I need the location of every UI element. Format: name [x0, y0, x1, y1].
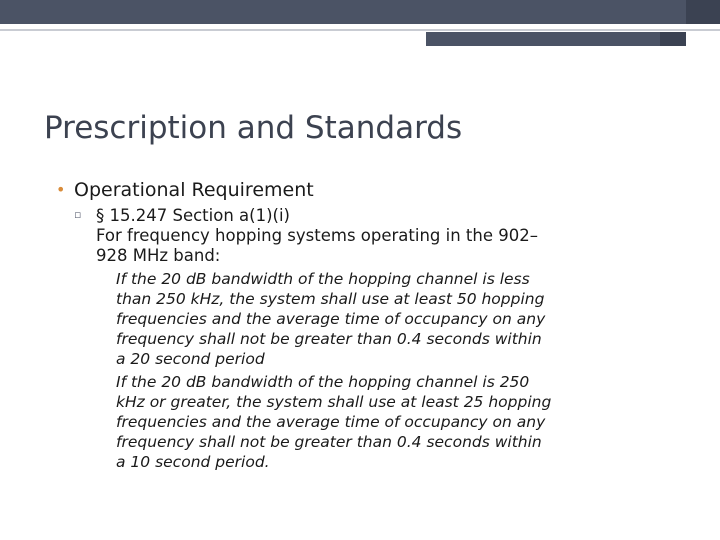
header-accent-tab-shade — [660, 32, 686, 46]
sub-sub-bullet-line: a 20 second period — [116, 350, 265, 368]
header-bar-corner-block — [686, 0, 720, 24]
sub-bullet-line: For frequency hopping systems operating in the 902– — [96, 226, 538, 245]
sub-sub-bullet-line: If the 20 dB bandwidth of the hopping channel is less — [116, 270, 530, 288]
header-accent-line — [0, 29, 720, 31]
sub-sub-bullet-line: than 250 kHz, the system shall use at least 50 hopping — [116, 290, 545, 308]
sub-sub-bullet-line: frequencies and the average time of occupancy on any — [116, 310, 546, 328]
sub-sub-bullet-line: a 10 second period. — [116, 453, 270, 471]
sub-sub-bullet-line: kHz or greater, the system shall use at least 25 hopping — [116, 393, 552, 411]
square-bullet-icon: ▫ — [74, 208, 82, 221]
sub-bullet-line: § 15.247 Section a(1)(i) — [96, 206, 290, 225]
missing-glyph-bullet-icon — [96, 269, 112, 289]
slide-body — [56, 176, 696, 472]
slide-title: Prescription and Standards — [44, 110, 463, 146]
sub-sub-bullet-less-than-250khz — [96, 269, 696, 369]
bullet-operational-requirement — [56, 176, 696, 204]
sub-sub-bullet-250khz-or-greater — [96, 372, 696, 472]
sub-sub-bullet-line: frequency shall not be greater than 0.4 seconds within — [116, 330, 542, 348]
sub-sub-bullet-line: frequency shall not be greater than 0.4 seconds within — [116, 433, 542, 451]
sub-sub-bullet-line: frequencies and the average time of occupancy on any — [116, 413, 546, 431]
round-bullet-icon: • — [56, 180, 66, 199]
header-bar — [0, 0, 720, 24]
missing-glyph-bullet-icon — [96, 372, 112, 392]
bullet-text: Operational Requirement — [74, 179, 314, 201]
sub-sub-bullet-line: If the 20 dB bandwidth of the hopping channel is 250 — [116, 373, 530, 391]
sub-bullet-line: 928 MHz band: — [96, 246, 221, 265]
header-accent-tab — [426, 32, 686, 46]
sub-bullet-section-reference — [74, 206, 696, 266]
